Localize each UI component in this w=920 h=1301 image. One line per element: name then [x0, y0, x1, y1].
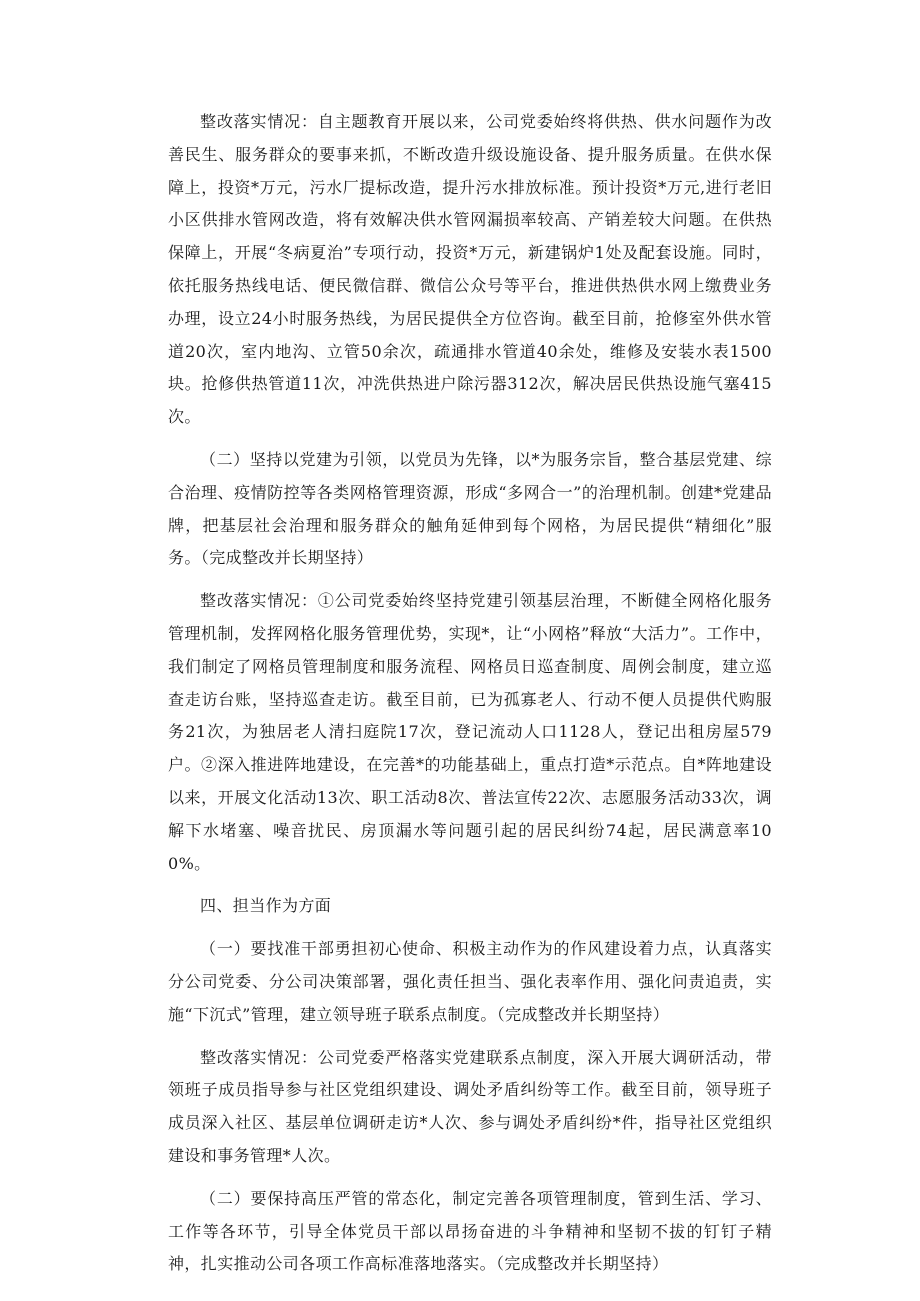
paragraph-item-cadre-style: （一）要找准干部勇担初心使命、积极主动作为的作风建设着力点，认真落实分公司党委、分公司决策部署，强化责任担当、强化表率作用、强化问责追责，实施“下沉式”管理，建立领导班子联系点制度。（完成整改并长期坚持） — [168, 939, 772, 1024]
paragraph-rectification-water-heat: 整改落实情况：自主题教育开展以来，公司党委始终将供热、供水问题作为改善民生、服务群众的要事来抓，不断改造升级设施设备、提升服务质量。在供水保障上，投资*万元，污水厂提标改造，提升污水排放标准。预计投资*万元,进行老旧小区供排水管网改造，将有效解决供水管网漏损率较高、产销差较大问题。在供热保障上，开展“冬病夏治”专项行动，投资*万元，新建锅炉1处及配套设施。同时，依托服务热线电话、便民微信群、微信公众号等平台，推进供热供水网上缴费业务办理，设立24小时服务热线，为居民提供全方位咨询。截至目前，抢修室外供水管道20次，室内地沟、立管50余次，疏通排水管道40余处，维修及安装水表1500块。抢修供热管道11次，冲洗供热进户除污器312次，解决居民供热设施气塞415次。 — [168, 112, 772, 427]
section-heading-responsibility: 四、担当作为方面 — [200, 896, 332, 916]
paragraph-item-party-building-grid: （二）坚持以党建为引领，以党员为先锋，以*为服务宗旨，整合基层党建、综合治理、疫情防控等各类网格管理资源，形成“多网合一”的治理机制。创建*党建品牌，把基层社会治理和服务群众的触角延伸到每个网格，为居民提供“精细化”服务。（完成整改并长期坚持） — [168, 449, 772, 568]
paragraph-rectification-grid-management: 整改落实情况：①公司党委始终坚持党建引领基层治理，不断健全网格化服务管理机制，发挥网格化服务管理优势，实现*，让“小网格”释放“大活力”。工作中，我们制定了网格员管理制度和服务流程、网格员日巡查制度、周例会制度，建立巡查走访台账，坚持巡查走访。截至目前，已为孤寡老人、行动不便人员提供代购服务21次，为独居老人清扫庭院17次，登记流动人口1128人，登记出租房屋579户。②深入推进阵地建设，在完善*的功能基础上，重点打造*示范点。自*阵地建设以来，开展文化活动13次、职工活动8次、普法宣传22次、志愿服务活动33次，调解下水堵塞、噪音扰民、房顶漏水等问题引起的居民纠纷74起，居民满意率100%。 — [168, 591, 772, 873]
paragraph-rectification-contact-points: 整改落实情况：公司党委严格落实党建联系点制度，深入开展大调研活动，带领班子成员指导参与社区党组织建设、调处矛盾纠纷等工作。截至目前，领导班子成员深入社区、基层单位调研走访*人次、参与调处矛盾纠纷*件，指导社区党组织建设和事务管理*人次。 — [168, 1047, 772, 1165]
document-page — [168, 106, 772, 1281]
paragraph-item-strict-management: （二）要保持高压严管的常态化，制定完善各项管理制度，管到生活、学习、工作等各环节，引导全体党员干部以昂扬奋进的斗争精神和坚韧不拔的钉钉子精神，扎实推动公司各项工作高标准落地落实。（完成整改并长期坚持） — [168, 1188, 772, 1274]
